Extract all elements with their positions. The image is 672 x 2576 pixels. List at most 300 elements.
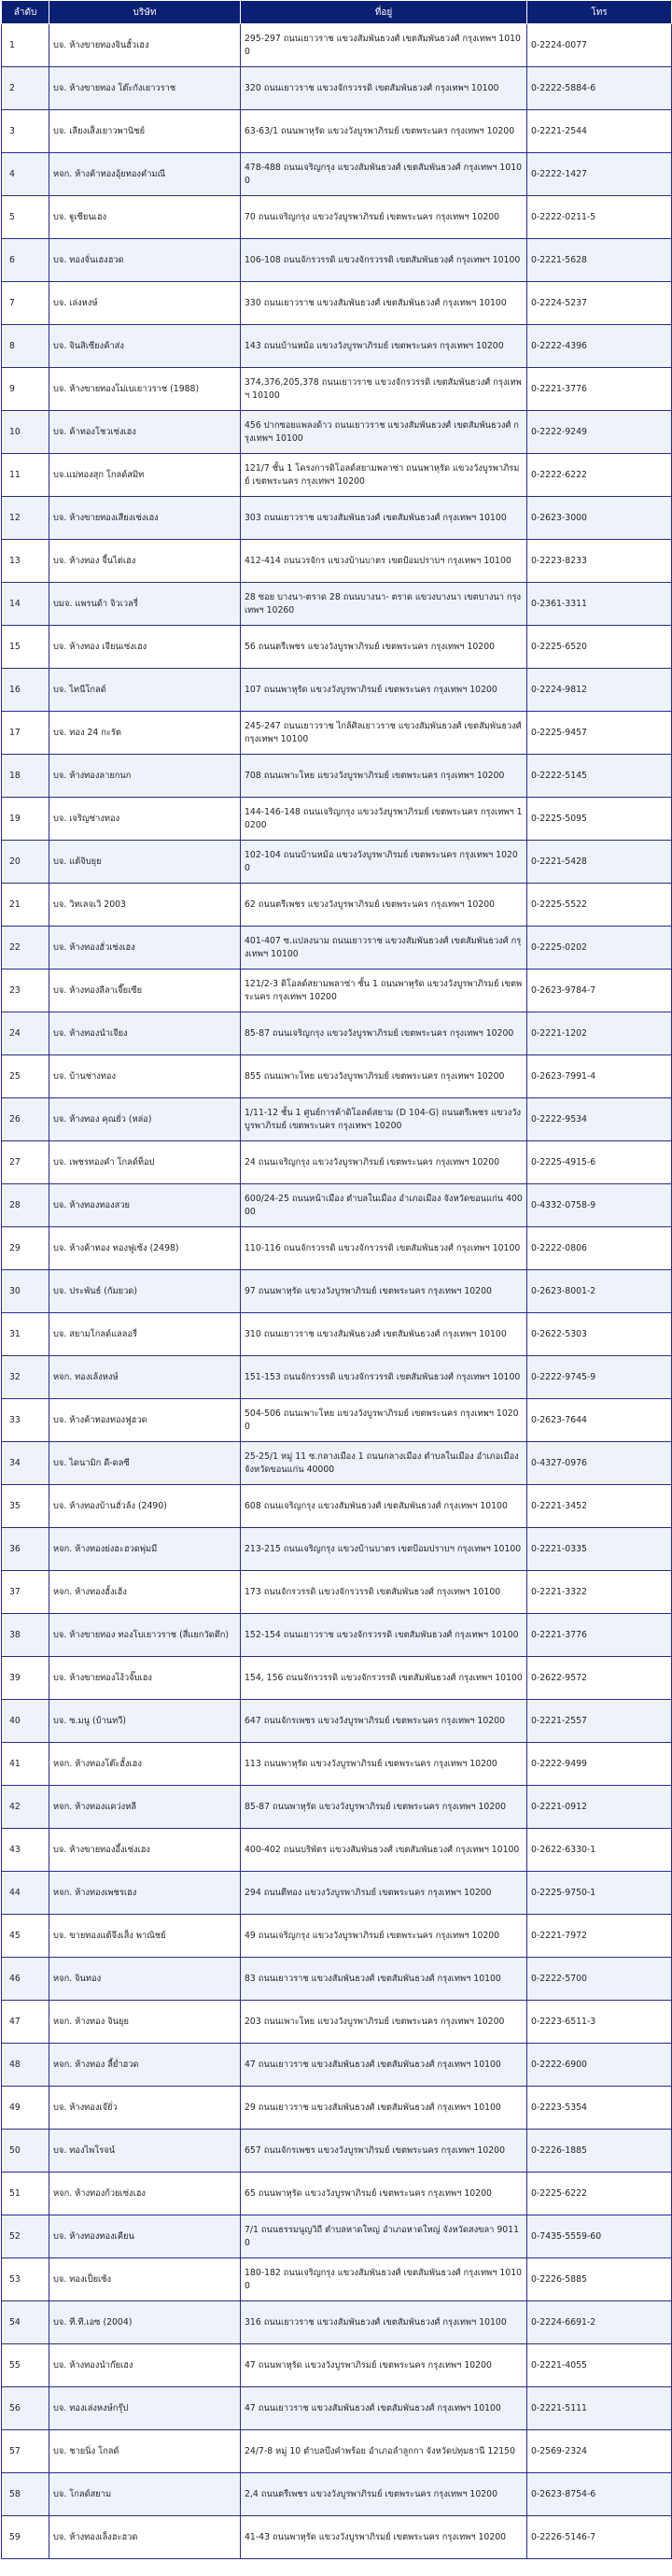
- row-number-cell: 38: [2, 1614, 49, 1657]
- address-cell: 310 ถนนเยาวราช แขวงสัมพันธวงศ์ เขตสัมพันธวงศ์ กรุงเทพฯ 10100: [241, 1313, 527, 1356]
- company-name-cell: หจก. ห้างทองเพชรเฮง: [49, 1872, 241, 1915]
- table-row: [2, 1657, 672, 1700]
- row-number-cell: 42: [2, 1786, 49, 1829]
- phone-cell: 0-2221-7972: [527, 1915, 672, 1958]
- phone-cell: 0-2623-8754-6: [527, 2473, 672, 2516]
- table-row: [2, 1872, 672, 1915]
- phone-cell: 0-2221-3452: [527, 1485, 672, 1528]
- address-cell: 213-215 ถนนเจริญกรุง แขวงบ้านบาตร เขตป้อมปราบฯ กรุงเทพฯ 10100: [241, 1528, 527, 1571]
- address-cell: 63-63/1 ถนนพาหุรัด แขวงวังบูรพาภิรมย์ เขตพระนคร กรุงเทพฯ 10200: [241, 110, 527, 153]
- table-row: [2, 2258, 672, 2301]
- address-cell: 478-488 ถนนเจริญกรุง แขวงสัมพันธวงศ์ เขตสัมพันธวงศ์ กรุงเทพฯ 10100: [241, 153, 527, 196]
- table-row: [2, 2044, 672, 2087]
- company-name-cell: บจ. ห้างทองเจ๊ยั่ว: [49, 2087, 241, 2130]
- table-row: [2, 1786, 672, 1829]
- company-name-cell: หจก. จินทอง: [49, 1958, 241, 2001]
- row-number-cell: 51: [2, 2173, 49, 2215]
- row-number-cell: 11: [2, 454, 49, 497]
- row-number-cell: 7: [2, 282, 49, 325]
- address-cell: 49 ถนนเจริญกรุง แขวงวังบูรพาภิรมย์ เขตพระนคร กรุงเทพฯ 10200: [241, 1915, 527, 1958]
- table-row: [2, 196, 672, 239]
- phone-cell: 0-2221-0335: [527, 1528, 672, 1571]
- phone-cell: 0-2221-0912: [527, 1786, 672, 1829]
- table-row: [2, 1528, 672, 1571]
- row-number-cell: 56: [2, 2387, 49, 2430]
- row-number-cell: 50: [2, 2130, 49, 2173]
- phone-cell: 0-2623-9784-7: [527, 970, 672, 1012]
- table-row: [2, 755, 672, 798]
- company-name-cell: บจ. จินสิเซียงค้าส่ง: [49, 325, 241, 368]
- company-name-cell: บจ. ห้างทองลีลาเจี๊ยเซีย: [49, 970, 241, 1012]
- row-number-cell: 4: [2, 153, 49, 196]
- header-no: ลำดับ: [2, 1, 49, 24]
- phone-cell: 0-2623-7991-4: [527, 1055, 672, 1098]
- table-row: [2, 1485, 672, 1528]
- company-name-cell: บจ. ทองเล่งหงษ์กรุ๊ป: [49, 2387, 241, 2430]
- row-number-cell: 49: [2, 2087, 49, 2130]
- address-cell: 65 ถนนพาหุรัด แขวงวังบูรพาภิรมย์ เขตพระนคร กรุงเทพฯ 10200: [241, 2173, 527, 2215]
- address-cell: 41-43 ถนนพาหุรัด แขวงวังบูรพาภิรมย์ เขตพระนคร กรุงเทพฯ 10200: [241, 2516, 527, 2559]
- address-cell: 24 ถนนเจริญกรุง แขวงวังบูรพาภิรมย์ เขตพระนคร กรุงเทพฯ 10200: [241, 1141, 527, 1184]
- address-cell: 28 ซอย บางนา-ตราด 28 ถนนบางนา- ตราด แขวงบางนา เขตบางนา กรุงเทพฯ 10260: [241, 583, 527, 626]
- gold-shop-table: [1, 0, 672, 2559]
- address-cell: 143 ถนนบ้านหม้อ แขวงวังบูรพาภิรมย์ เขตพระนคร กรุงเทพฯ 10200: [241, 325, 527, 368]
- address-cell: 70 ถนนเจริญกรุง แขวงวังบูรพาภิรมย์ เขตพระนคร กรุงเทพฯ 10200: [241, 196, 527, 239]
- row-number-cell: 35: [2, 1485, 49, 1528]
- row-number-cell: 24: [2, 1012, 49, 1055]
- row-number-cell: 55: [2, 2344, 49, 2387]
- row-number-cell: 53: [2, 2258, 49, 2301]
- phone-cell: 0-2222-6222: [527, 454, 672, 497]
- table-row: [2, 1141, 672, 1184]
- phone-cell: 0-4327-0976: [527, 1442, 672, 1485]
- phone-cell: 0-4332-0758-9: [527, 1184, 672, 1227]
- company-name-cell: บจ. บ้านช่างทอง: [49, 1055, 241, 1098]
- row-number-cell: 27: [2, 1141, 49, 1184]
- company-name-cell: หจก. ห้างทองก้วยเซ่งเฮง: [49, 2173, 241, 2215]
- company-name-cell: บจ. โกลด์สยาม: [49, 2473, 241, 2516]
- address-cell: 47 ถนนพาหุรัด แขวงวังบูรพาภิรมย์ เขตพระนคร กรุงเทพฯ 10200: [241, 2344, 527, 2387]
- address-cell: 608 ถนนเจริญกรุง แขวงสัมพันธวงศ์ เขตสัมพันธวงศ์ กรุงเทพฯ 10100: [241, 1485, 527, 1528]
- table-row: [2, 325, 672, 368]
- table-row: [2, 583, 672, 626]
- row-number-cell: 48: [2, 2044, 49, 2087]
- table-row: [2, 2173, 672, 2215]
- address-cell: 456 ปากซอยแพลงด้าว ถนนเยาวราช แขวงสัมพันธวงศ์ เขตสัมพันธวงศ์ กรุงเทพฯ 10100: [241, 411, 527, 454]
- phone-cell: 0-2225-0202: [527, 927, 672, 970]
- company-name-cell: บจ. ขายทองแต้จึงเส็ง พาณิชย์: [49, 1915, 241, 1958]
- header-row: [2, 1, 672, 24]
- phone-cell: 0-2222-9534: [527, 1098, 672, 1141]
- row-number-cell: 33: [2, 1399, 49, 1442]
- row-number-cell: 23: [2, 970, 49, 1012]
- row-number-cell: 25: [2, 1055, 49, 1098]
- phone-cell: 0-2222-1427: [527, 153, 672, 196]
- row-number-cell: 10: [2, 411, 49, 454]
- company-name-cell: หจก. ทองเล้งหงษ์: [49, 1356, 241, 1399]
- address-cell: 144-146-148 ถนนเจริญกรุง แขวงวังบูรพาภิรมย์ เขตพระนคร กรุงเทพฯ 10200: [241, 798, 527, 841]
- row-number-cell: 58: [2, 2473, 49, 2516]
- address-cell: 62 ถนนตรีเพชร แขวงวังบูรพาภิรมย์ เขตพระนคร กรุงเทพฯ 10200: [241, 884, 527, 927]
- phone-cell: 0-2222-9499: [527, 1743, 672, 1786]
- table-row: [2, 1098, 672, 1141]
- address-cell: 180-182 ถนนเจริญกรุง แขวงสัมพันธวงศ์ เขตสัมพันธวงศ์ กรุงเทพฯ 10100: [241, 2258, 527, 2301]
- phone-cell: 0-2361-3311: [527, 583, 672, 626]
- row-number-cell: 59: [2, 2516, 49, 2559]
- address-cell: 657 ถนนจักรเพชร แขวงวังบูรพาภิรมย์ เขตพระนคร กรุงเทพฯ 10200: [241, 2130, 527, 2173]
- row-number-cell: 22: [2, 927, 49, 970]
- phone-cell: 0-2221-5111: [527, 2387, 672, 2430]
- row-number-cell: 26: [2, 1098, 49, 1141]
- phone-cell: 0-2222-6900: [527, 2044, 672, 2087]
- company-name-cell: หจก. ห้างค้าทองอุ้ยทองคำมณี: [49, 153, 241, 196]
- row-number-cell: 52: [2, 2215, 49, 2258]
- table-row: [2, 110, 672, 153]
- table-row: [2, 2344, 672, 2387]
- company-name-cell: บจ. ห้างทองนำก๊ยเฮง: [49, 2344, 241, 2387]
- phone-cell: 0-2623-3000: [527, 497, 672, 540]
- phone-cell: 0-2222-9249: [527, 411, 672, 454]
- address-cell: 110-116 ถนนจักรวรรดิ แขวงจักรวรรดิ เขตสัมพันธวงศ์ กรุงเทพฯ 10100: [241, 1227, 527, 1270]
- row-number-cell: 13: [2, 540, 49, 583]
- row-number-cell: 21: [2, 884, 49, 927]
- company-name-cell: หจก. ห้างทองโต๊ะฮั้งเฮง: [49, 1743, 241, 1786]
- address-cell: 400-402 ถนนบริพัตร แขวงสัมพันธวงศ์ เขตสัมพันธวงศ์ กรุงเทพฯ 10100: [241, 1829, 527, 1872]
- phone-cell: 0-2221-4055: [527, 2344, 672, 2387]
- table-row: [2, 712, 672, 755]
- address-cell: 173 ถนนจักรวรรดิ แขวงจักรวรรดิ เขตสัมพันธวงศ์ กรุงเทพฯ 10100: [241, 1571, 527, 1614]
- table-row: [2, 239, 672, 282]
- row-number-cell: 40: [2, 1700, 49, 1743]
- company-name-cell: บจ. ห้างทอง เจียนเซ่งเฮง: [49, 626, 241, 669]
- row-number-cell: 36: [2, 1528, 49, 1571]
- table-row: [2, 1743, 672, 1786]
- table-row: [2, 669, 672, 712]
- address-cell: 97 ถนนพาหุรัด แขวงวังบูรพาภิรมย์ เขตพระนคร กรุงเทพฯ 10200: [241, 1270, 527, 1313]
- company-name-cell: บจ. ห้างขายทองโม่เบเยาวราช (1988): [49, 368, 241, 411]
- company-name-cell: บจ. ห้างทองทองเคียน: [49, 2215, 241, 2258]
- phone-cell: 0-2225-6222: [527, 2173, 672, 2215]
- table-row: [2, 1227, 672, 1270]
- row-number-cell: 16: [2, 669, 49, 712]
- row-number-cell: 14: [2, 583, 49, 626]
- company-name-cell: บจ. เพชรทองคำ โกลด์ท็อป: [49, 1141, 241, 1184]
- company-name-cell: บจ. ห้างขายทองเสียงเซ่งเฮง: [49, 497, 241, 540]
- phone-cell: 0-2622-5303: [527, 1313, 672, 1356]
- phone-cell: 0-2222-4396: [527, 325, 672, 368]
- table-row: [2, 1571, 672, 1614]
- phone-cell: 0-2224-6691-2: [527, 2301, 672, 2344]
- table-row: [2, 927, 672, 970]
- company-name-cell: บจ.แม่ทองสุก โกลด์สมิท: [49, 454, 241, 497]
- address-cell: 708 ถนนเพาะโหย แขวงวังบูรพาภิรมย์ เขตพระนคร กรุงเทพฯ 10200: [241, 755, 527, 798]
- company-name-cell: บจ. ห้างทองฮั่วเซ่งเฮง: [49, 927, 241, 970]
- phone-cell: 0-2221-2557: [527, 1700, 672, 1743]
- company-name-cell: หจก. ห้างทอง ลี้ย่ำฮวด: [49, 2044, 241, 2087]
- address-cell: 320 ถนนเยาวราช แขวงจักรวรรดิ เขตสัมพันธวงศ์ กรุงเทพฯ 10100: [241, 67, 527, 110]
- row-number-cell: 17: [2, 712, 49, 755]
- row-number-cell: 46: [2, 1958, 49, 2001]
- company-name-cell: บจ. ไดนามิก ดี-ดลซี: [49, 1442, 241, 1485]
- company-name-cell: บจ. ซ.มนู (บ้านทวี): [49, 1700, 241, 1743]
- company-name-cell: หจก. ห้างทองฮั้งเฮ้ง: [49, 1571, 241, 1614]
- address-cell: 504-506 ถนนเพาะโหย แขวงวังบูรพาภิรมย์ เขตพระนคร กรุงเทพฯ 10200: [241, 1399, 527, 1442]
- table-row: [2, 2301, 672, 2344]
- phone-cell: 0-2225-9750-1: [527, 1872, 672, 1915]
- table-row: [2, 411, 672, 454]
- phone-cell: 0-2223-6511-3: [527, 2001, 672, 2044]
- row-number-cell: 6: [2, 239, 49, 282]
- phone-cell: 0-2222-5700: [527, 1958, 672, 2001]
- row-number-cell: 28: [2, 1184, 49, 1227]
- table-row: [2, 2516, 672, 2559]
- address-cell: 154, 156 ถนนจักรวรรดิ แขวงจักรวรรดิ เขตสัมพันธวงศ์ กรุงเทพฯ 10100: [241, 1657, 527, 1700]
- row-number-cell: 45: [2, 1915, 49, 1958]
- table-row: [2, 970, 672, 1012]
- address-cell: 152-154 ถนนเยาวราช แขวงจักรวรรดิ เขตสัมพันธวงศ์ กรุงเทพฯ 10100: [241, 1614, 527, 1657]
- row-number-cell: 37: [2, 1571, 49, 1614]
- phone-cell: 0-2221-3776: [527, 1614, 672, 1657]
- address-cell: 47 ถนนเยาวราช แขวงสัมพันธวงศ์ เขตสัมพันธวงศ์ กรุงเทพฯ 10100: [241, 2044, 527, 2087]
- row-number-cell: 41: [2, 1743, 49, 1786]
- address-cell: 2,4 ถนนตรีเพชร แขวงวังบูรพาภิรมย์ เขตพระนคร กรุงเทพฯ 10200: [241, 2473, 527, 2516]
- company-name-cell: บจ. ห้างทองลายกนก: [49, 755, 241, 798]
- address-cell: 316 ถนนเยาวราช แขวงสัมพันธวงศ์ เขตสัมพันธวงศ์ กรุงเทพฯ 10100: [241, 2301, 527, 2344]
- phone-cell: 0-2226-1885: [527, 2130, 672, 2173]
- company-name-cell: หจก. ห้างทองย่งฮะฮวดพุ่มมี: [49, 1528, 241, 1571]
- row-number-cell: 57: [2, 2430, 49, 2473]
- company-name-cell: บมจ. แพรนด้า จิวเวลรี่: [49, 583, 241, 626]
- row-number-cell: 44: [2, 1872, 49, 1915]
- table-row: [2, 540, 672, 583]
- address-cell: 107 ถนนพาหุรัด แขวงวังบูรพาภิรมย์ เขตพระนคร กรุงเทพฯ 10200: [241, 669, 527, 712]
- address-cell: 7/1 ถนนธรรมนูญวิถี ตำบลหาดใหญ่ อำเภอหาดใหญ่ จังหวัดสงขลา 90110: [241, 2215, 527, 2258]
- row-number-cell: 5: [2, 196, 49, 239]
- row-number-cell: 43: [2, 1829, 49, 1872]
- address-cell: 85-87 ถนนพาหุรัด แขวงวังบูรพาภิรมย์ เขตพระนคร กรุงเทพฯ 10200: [241, 1786, 527, 1829]
- company-name-cell: บจ. ห้างทองบ้านฮั่วล้ง (2490): [49, 1485, 241, 1528]
- address-cell: 245-247 ถนนเยาวราช ไกล้ศิลเยาวราช แขวงสัมพันธวงศ์ เขตสัมพันธวงศ์ กรุงเทพฯ 10100: [241, 712, 527, 755]
- row-number-cell: 20: [2, 841, 49, 884]
- company-name-cell: บจ. ประพันธ์ (กัมยวด): [49, 1270, 241, 1313]
- company-name-cell: บจ. ที.ที.เอซ (2004): [49, 2301, 241, 2344]
- address-cell: 83 ถนนเยาวราช แขวงสัมพันธวงศ์ เขตสัมพันธวงศ์ กรุงเทพฯ 10100: [241, 1958, 527, 2001]
- address-cell: 47 ถนนเยาวราช แขวงสัมพันธวงศ์ เขตสัมพันธวงศ์ กรุงเทพฯ 10100: [241, 2387, 527, 2430]
- company-name-cell: บจ. วิทเลจเวิ 2003: [49, 884, 241, 927]
- address-cell: 121/2-3 ดิโอลด์สยามพลาซ่า ชั้น 1 ถนนพาหุรัด แขวงวังบูรพาภิรมย์ เขตพระนคร กรุงเทพฯ 10200: [241, 970, 527, 1012]
- address-cell: 56 ถนนตรีเพชร แขวงวังบูรพาภิรมย์ เขตพระนคร กรุงเทพฯ 10200: [241, 626, 527, 669]
- table-row: [2, 1313, 672, 1356]
- row-number-cell: 9: [2, 368, 49, 411]
- company-name-cell: บจ. ห้างทอง จี้นไต่เฮง: [49, 540, 241, 583]
- row-number-cell: 1: [2, 24, 49, 67]
- row-number-cell: 3: [2, 110, 49, 153]
- company-name-cell: บจ. ห้างทองนำเจียง: [49, 1012, 241, 1055]
- table-row: [2, 1012, 672, 1055]
- phone-cell: 0-2222-0806: [527, 1227, 672, 1270]
- table-row: [2, 368, 672, 411]
- header-address: ที่อยู่: [241, 1, 527, 24]
- phone-cell: 0-2221-3322: [527, 1571, 672, 1614]
- table-row: [2, 67, 672, 110]
- header-company: บริษัท: [49, 1, 241, 24]
- table-row: [2, 1915, 672, 1958]
- address-cell: 374,376,205,378 ถนนเยาวราช แขวงจักรวรรดิ เขตสัมพันธวงศ์ กรุงเทพฯ 10100: [241, 368, 527, 411]
- table-row: [2, 2387, 672, 2430]
- phone-cell: 0-2225-4915-6: [527, 1141, 672, 1184]
- row-number-cell: 8: [2, 325, 49, 368]
- phone-cell: 0-2225-5095: [527, 798, 672, 841]
- company-name-cell: บจ. ห้างค้าทอง ทองฟูเซ้ง (2498): [49, 1227, 241, 1270]
- address-cell: 25-25/1 หมู่ 11 ซ.กลางเมือง 1 ถนนกลางเมือง ตำบลในเมือง อำเภอเมือง จังหวัดขอนแก่น 40000: [241, 1442, 527, 1485]
- address-cell: 855 ถนนเพาะโหย แขวงวังบูรพาภิรมย์ เขตพระนคร กรุงเทพฯ 10200: [241, 1055, 527, 1098]
- table-row: [2, 2087, 672, 2130]
- company-name-cell: บจ. ห้างขายทอง ทองโบเยาวราช (สี่แยกวัดตึก): [49, 1614, 241, 1657]
- address-cell: 102-104 ถนนบ้านหม้อ แขวงวังบูรพาภิรมย์ เขตพระนคร กรุงเทพฯ 10200: [241, 841, 527, 884]
- company-name-cell: บจ. ห้างทอง คุณยั่ว (หล่อ): [49, 1098, 241, 1141]
- table-row: [2, 1399, 672, 1442]
- phone-cell: 0-2224-0077: [527, 24, 672, 67]
- company-name-cell: บจ. ห้างขายทองจินฮั้วเฮง: [49, 24, 241, 67]
- address-cell: 85-87 ถนนเจริญกรุง แขวงวังบูรพาภิรมย์ เขตพระนคร กรุงเทพฯ 10200: [241, 1012, 527, 1055]
- company-name-cell: บจ. ทอง 24 กะรัต: [49, 712, 241, 755]
- address-cell: 294 ถนนตีทอง แขวงวังบูรพาภิรมย์ เขตพระนคร กรุงเทพฯ 10200: [241, 1872, 527, 1915]
- row-number-cell: 29: [2, 1227, 49, 1270]
- address-cell: 29 ถนนเยาวราช แขวงสัมพันธวงศ์ เขตสัมพันธวงศ์ กรุงเทพฯ 10100: [241, 2087, 527, 2130]
- company-name-cell: บจ. ทองเป็ยเซ้ง: [49, 2258, 241, 2301]
- row-number-cell: 12: [2, 497, 49, 540]
- company-name-cell: บจ. เจริญช่างทอง: [49, 798, 241, 841]
- company-name-cell: หจก. ห้างทองแคว่งหลี: [49, 1786, 241, 1829]
- address-cell: 24/7-8 หมู่ 10 ตำบลบึงคำพร้อย อำเภอลำลูกกา จังหวัดปทุมธานี 12150: [241, 2430, 527, 2473]
- table-row: [2, 2430, 672, 2473]
- table-row: [2, 1829, 672, 1872]
- row-number-cell: 30: [2, 1270, 49, 1313]
- phone-cell: 0-2224-5237: [527, 282, 672, 325]
- company-name-cell: บจ. ทองจั่นเฮงฮวด: [49, 239, 241, 282]
- address-cell: 647 ถนนจักรเพชร แขวงวังบูรพาภิรมย์ เขตพระนคร กรุงเทพฯ 10200: [241, 1700, 527, 1743]
- row-number-cell: 31: [2, 1313, 49, 1356]
- row-number-cell: 19: [2, 798, 49, 841]
- row-number-cell: 2: [2, 67, 49, 110]
- address-cell: 1/11-12 ชั้น 1 ศูนย์การค้าดิโอลด์สยาม (D 104-G) ถนนตรีเพชร แขวงวังบูรพาภิรมย์ เขตพระนคร กรุงเทพฯ 10200: [241, 1098, 527, 1141]
- phone-cell: 0-2623-7644: [527, 1399, 672, 1442]
- company-name-cell: บจ. สยามโกลด์แลลอรี่: [49, 1313, 241, 1356]
- company-name-cell: บจ. ฐูเซียนเฮง: [49, 196, 241, 239]
- company-name-cell: บจ. ห้างทองเล็งฮะฮวด: [49, 2516, 241, 2559]
- address-cell: 113 ถนนพาหุรัด แขวงวังบูรพาภิรมย์ เขตพระนคร กรุงเทพฯ 10200: [241, 1743, 527, 1786]
- row-number-cell: 39: [2, 1657, 49, 1700]
- company-name-cell: บจ. ห้างทองทองสวย: [49, 1184, 241, 1227]
- table-row: [2, 2215, 672, 2258]
- row-number-cell: 34: [2, 1442, 49, 1485]
- row-number-cell: 18: [2, 755, 49, 798]
- table-row: [2, 2130, 672, 2173]
- company-name-cell: บจ. ไทนีโกลด์: [49, 669, 241, 712]
- table-row: [2, 841, 672, 884]
- row-number-cell: 15: [2, 626, 49, 669]
- row-number-cell: 54: [2, 2301, 49, 2344]
- table-row: [2, 884, 672, 927]
- company-name-cell: บจ. ห้างขายทอง โต๊ะกังเยาวราช: [49, 67, 241, 110]
- table-row: [2, 153, 672, 196]
- company-name-cell: บจ. ห้างขายทองอึ้งเซ่งเฮง: [49, 1829, 241, 1872]
- header-phone: โทร: [527, 1, 672, 24]
- address-cell: 121/7 ชั้น 1 โครงการดิโอลด์สยามพลาซ่า ถนนพาหุรัด แขวงวังบูรพาภิรมย์ เขตพระนคร กรุงเทพฯ 10200: [241, 454, 527, 497]
- phone-cell: 0-2221-5628: [527, 239, 672, 282]
- phone-cell: 0-2224-9812: [527, 669, 672, 712]
- phone-cell: 0-2622-9572: [527, 1657, 672, 1700]
- phone-cell: 0-2221-2544: [527, 110, 672, 153]
- phone-cell: 0-2222-5884-6: [527, 67, 672, 110]
- table-row: [2, 454, 672, 497]
- address-cell: 303 ถนนเยาวราช แขวงสัมพันธวงศ์ เขตสัมพันธวงศ์ กรุงเทพฯ 10100: [241, 497, 527, 540]
- company-name-cell: บจ. เล่งหงษ์: [49, 282, 241, 325]
- phone-cell: 0-2223-5354: [527, 2087, 672, 2130]
- table-row: [2, 1270, 672, 1313]
- table-row: [2, 1614, 672, 1657]
- table-row: [2, 1055, 672, 1098]
- phone-cell: 0-2221-3776: [527, 368, 672, 411]
- table-row: [2, 798, 672, 841]
- table-row: [2, 1700, 672, 1743]
- address-cell: 401-407 ซ.แปลงนาม ถนนเยาวราช แขวงสัมพันธวงศ์ เขตสัมพันธวงศ์ กรุงเทพฯ 10100: [241, 927, 527, 970]
- address-cell: 151-153 ถนนจักรวรรดิ แขวงจักรวรรดิ เขตสัมพันธวงศ์ กรุงเทพฯ 10100: [241, 1356, 527, 1399]
- company-name-cell: บจ. แต้จิบยุย: [49, 841, 241, 884]
- company-name-cell: บจ. เลียงเส็งเยาวพานิชย์: [49, 110, 241, 153]
- company-name-cell: หจก. ห้างทอง จินยุย: [49, 2001, 241, 2044]
- company-name-cell: บจ. ค้าทองโชวเซ่งเฮง: [49, 411, 241, 454]
- table-row: [2, 24, 672, 67]
- table-row: [2, 2001, 672, 2044]
- address-cell: 106-108 ถนนจักรวรรดิ แขวงจักรวรรดิ เขตสัมพันธวงศ์ กรุงเทพฯ 10100: [241, 239, 527, 282]
- table-row: [2, 1442, 672, 1485]
- company-name-cell: บจ. ทองไพโรจน์: [49, 2130, 241, 2173]
- table-row: [2, 2473, 672, 2516]
- address-cell: 203 ถนนเพาะโหย แขวงวังบูรพาภิรมย์ เขตพระนคร กรุงเทพฯ 10200: [241, 2001, 527, 2044]
- phone-cell: 0-2222-0211-5: [527, 196, 672, 239]
- phone-cell: 0-2623-8001-2: [527, 1270, 672, 1313]
- phone-cell: 0-2569-2324: [527, 2430, 672, 2473]
- phone-cell: 0-2226-5885: [527, 2258, 672, 2301]
- phone-cell: 0-7435-5559-60: [527, 2215, 672, 2258]
- phone-cell: 0-2223-8233: [527, 540, 672, 583]
- phone-cell: 0-2222-9745-9: [527, 1356, 672, 1399]
- company-name-cell: บจ. ห้างขายทองโง้วจั๊บเฮง: [49, 1657, 241, 1700]
- address-cell: 330 ถนนเยาวราช แขวงสัมพันธวงศ์ เขตสัมพันธวงศ์ กรุงเทพฯ 10100: [241, 282, 527, 325]
- phone-cell: 0-2222-5145: [527, 755, 672, 798]
- phone-cell: 0-2226-5146-7: [527, 2516, 672, 2559]
- row-number-cell: 32: [2, 1356, 49, 1399]
- address-cell: 295-297 ถนนเยาวราช แขวงสัมพันธวงศ์ เขตสัมพันธวงศ์ กรุงเทพฯ 10100: [241, 24, 527, 67]
- phone-cell: 0-2622-6330-1: [527, 1829, 672, 1872]
- phone-cell: 0-2225-6520: [527, 626, 672, 669]
- address-cell: 412-414 ถนนวรจักร แขวงบ้านบาตร เขตป้อมปราบฯ กรุงเทพฯ 10100: [241, 540, 527, 583]
- table-row: [2, 626, 672, 669]
- table-row: [2, 1356, 672, 1399]
- phone-cell: 0-2221-1202: [527, 1012, 672, 1055]
- table-row: [2, 282, 672, 325]
- phone-cell: 0-2225-9457: [527, 712, 672, 755]
- company-name-cell: บจ. ชายนิ่ง โกลด์: [49, 2430, 241, 2473]
- table-row: [2, 1184, 672, 1227]
- company-name-cell: บจ. ห้างค้าทองทองฟูฮวด: [49, 1399, 241, 1442]
- row-number-cell: 47: [2, 2001, 49, 2044]
- phone-cell: 0-2225-5522: [527, 884, 672, 927]
- address-cell: 600/24-25 ถนนหน้าเมือง ตำบลในเมือง อำเภอเมือง จังหวัดขอนแก่น 40000: [241, 1184, 527, 1227]
- phone-cell: 0-2221-5428: [527, 841, 672, 884]
- table-row: [2, 497, 672, 540]
